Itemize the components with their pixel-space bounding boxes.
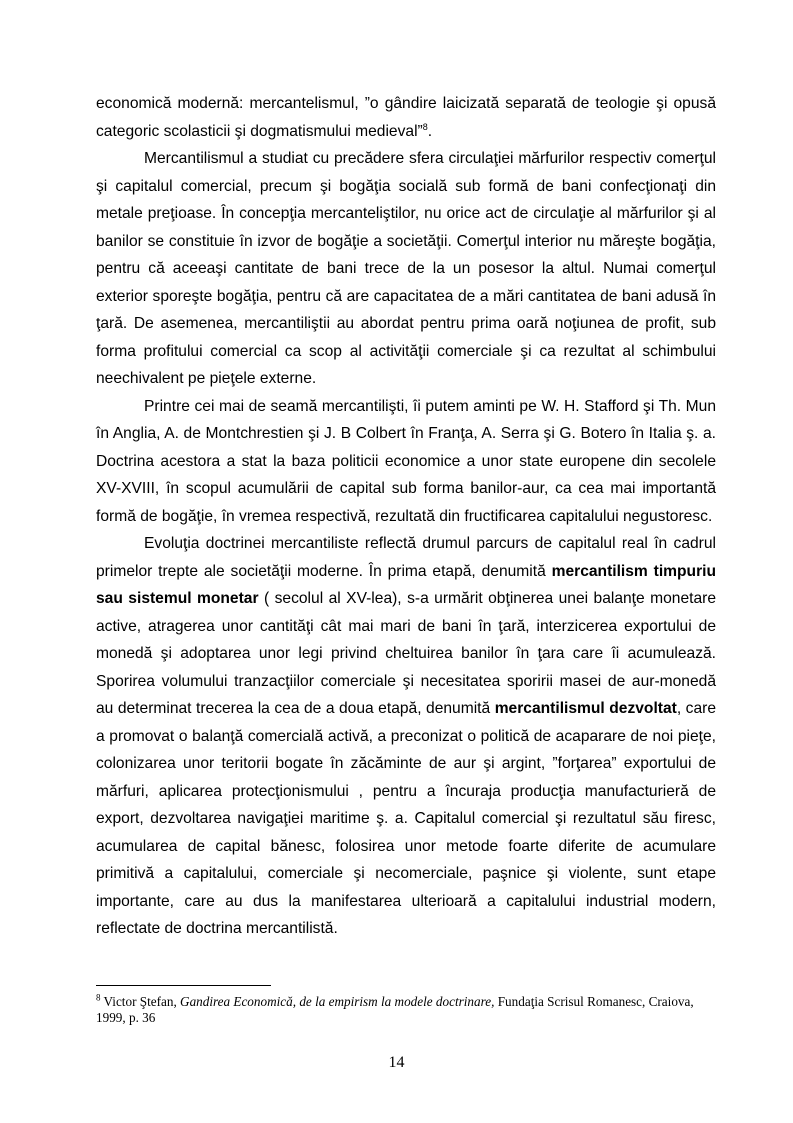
footnote-number: 8: [96, 992, 101, 1003]
footnote: [96, 994, 716, 1025]
paragraph-3: Printre cei mai de seamă mercantilişti, îi putem aminti pe W. H. Stafford şi Th. Mun în Anglia, A. de Montchrestien şi J. B Colbert în Franţa, A. Serra şi G. Botero în Italia ş. a. Doctrina acestora a stat la baza politicii economice a unor state europene din secolele XV-XVIII, în scopul acumulării de capital sub forma banilor-aur, ca cea mai importantă formă de bogăţie, în vremea respectivă, rezultată din fructificarea capitalului negustoresc.: [96, 397, 716, 525]
footnote-author: Victor Ştefan,: [100, 994, 181, 1009]
footnote-publisher: Fundaţia Scrisul Romanesc, Craiova, 1999, p. 36: [96, 994, 694, 1025]
term-mercantilism-timpuriu: mercantilism timpuriu sau sistemul monetar: [96, 562, 717, 607]
footnote-reference: 8: [422, 121, 428, 132]
paragraph-4-text-c: , care a promovat o balanţă comercială activă, a preconizat o politică de acaparare de noi pieţe, colonizarea unor teritorii bogate în zăcăminte de aur şi argint, ”forţarea” exportului de mărfuri, aplicarea protecţionismului , pentru a încuraja producţia manufacturieră de export, dezvoltarea navigaţiei maritime ş. a. Capitalul comercial şi rezultatul său firesc, acumularea de capital bănesc, folosirea unor metode foarte diferite de acumulare primitivă a capitalului, comerciale şi necomerciale, paşnice şi violente, sunt etape importante, care au dus la manifestarea ulterioară a capitalului industrial modern, reflectate de doctrina mercantilistă.: [96, 700, 717, 937]
term-mercantilismul-dezvoltat: mercantilismul dezvoltat: [494, 700, 677, 717]
paragraph-4-text-b: ( secolul al XV-lea), s-a urmărit obţinerea unei balanţe monetare active, atragerea unor cantităţi cât mai mari de bani în ţară, interzicerea exportului de monedă şi adoptarea unor legi privind cheltuirea banilor în ţara care îi acumulează. Sporirea volumului tranzacţiilor comerciale şi necesitatea sporirii masei de aur-monedă au determinat trecerea la cea de a doua etapă, denumită: [96, 590, 717, 717]
paragraph-1: [96, 90, 716, 145]
body-text: [96, 90, 716, 943]
footnote-title: Gandirea Economică, de la empirism la modele doctrinare,: [180, 994, 495, 1009]
paragraph-4: [96, 530, 716, 943]
footnote-divider: [96, 985, 271, 986]
paragraph-4-text-a: Evoluţia doctrinei mercantiliste reflectă drumul parcurs de capitalul real în cadrul primelor trepte ale societăţii moderne. În prima etapă, denumită: [96, 535, 716, 580]
page-number: 14: [388, 1054, 405, 1071]
paragraph-1-text: economică modernă: mercantelismul, ”o gândire laicizată separată de teologie şi opusă categoric scolasticii şi dogmatismului medieval”: [96, 95, 716, 140]
paragraph-1-end: .: [427, 122, 433, 140]
paragraph-2: Mercantilismul a studiat cu precădere sfera circulaţiei mărfurilor respectiv comerţul şi capitalul comercial, precum şi bogăţia socială sub formă de bani confecţionaţi din metale preţioase. În concepţia mercanteliştilor, nu orice act de circulaţie al mărfurilor şi al banilor se constituie în izvor de bogăţie a societăţii. Comerţul interior nu măreşte bogăţia, pentru că aceeaşi cantitate de bani trece de la un posesor la altul. Numai comerţul exterior sporeşte bogăţia, pentru că are capacitatea de a mări cantitatea de bani adusă în ţară. De asemenea, mercantiliştii au abordat pentru prima oară noţiunea de profit, sub forma profitului comercial ca scop al activităţii comerciale şi ca rezultat al schimbului neechivalent pe pieţele externe.: [96, 150, 716, 387]
